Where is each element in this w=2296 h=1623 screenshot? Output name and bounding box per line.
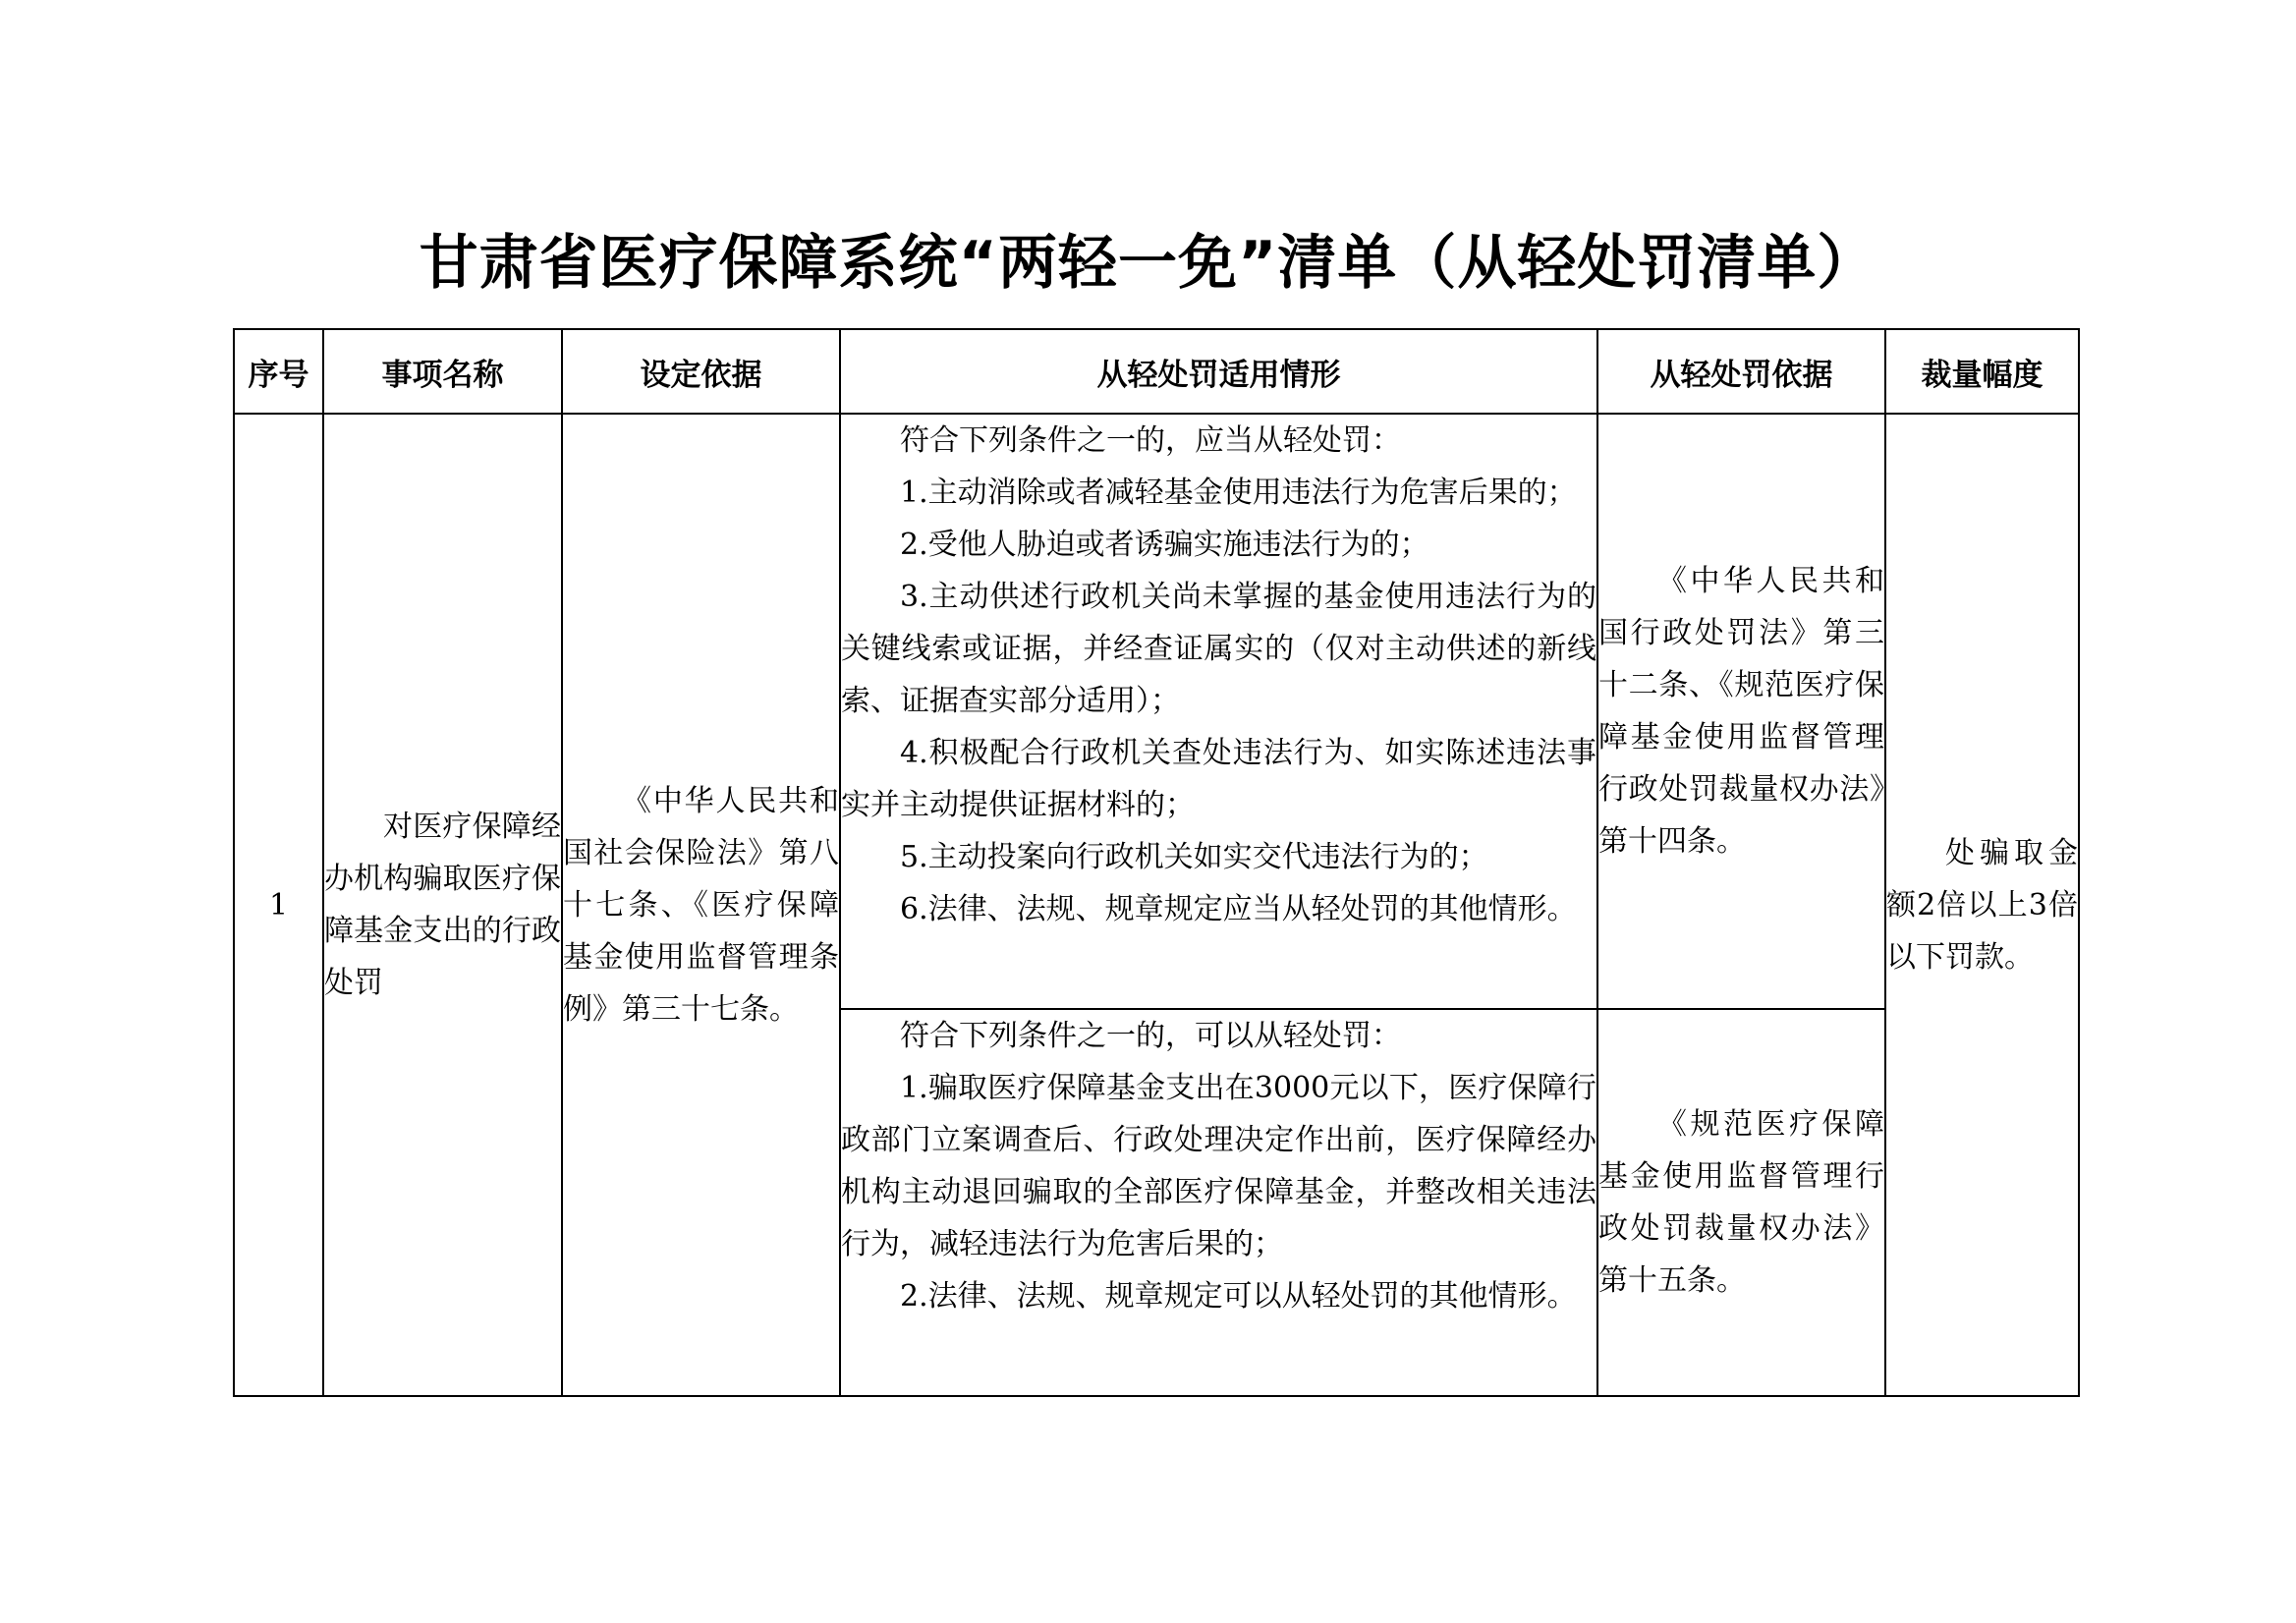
header-range: 裁量幅度 xyxy=(1885,329,2079,414)
penalty-list-table xyxy=(233,328,2080,1397)
situation-item: 3.主动供述行政机关尚未掌握的基金使用违法行为的关键线索或证据，并经查证属实的（仅对主动供述的新线索、证据查实部分适用）； xyxy=(841,580,1596,718)
penalty-basis-text: 《规范医疗保障基金使用监督管理行政处罚裁量权办法》第十五条。 xyxy=(1598,1107,1884,1298)
situation-item: 2.受他人胁迫或者诱骗实施违法行为的； xyxy=(900,528,1429,562)
situation-intro: 符合下列条件之一的，应当从轻处罚： xyxy=(900,423,1401,458)
cell-penalty-basis-optional xyxy=(1597,1009,1885,1396)
legal-basis-text: 《中华人民共和国社会保险法》第八十七条、《医疗保障基金使用监督管理条例》第三十七条。 xyxy=(563,783,839,1027)
cell-situation-optional xyxy=(840,1009,1597,1396)
header-legal-basis: 设定依据 xyxy=(562,329,840,414)
cell-penalty-basis-mandatory xyxy=(1597,414,1885,1009)
item-name-text: 对医疗保障经办机构骗取医疗保障基金支出的行政处罚 xyxy=(324,810,561,1000)
situation-item: 6.法律、法规、规章规定应当从轻处罚的其他情形。 xyxy=(900,892,1577,926)
header-penalty-basis: 从轻处罚依据 xyxy=(1597,329,1885,414)
situation-item: 1.骗取医疗保障基金支出在3000元以下，医疗保障行政部门立案调查后、行政处理决定作出前，医疗保障经办机构主动退回骗取的全部医疗保障基金，并整改相关违法行为，减轻违法行为危害后果的； xyxy=(841,1071,1596,1261)
cell-seq: 1 xyxy=(234,414,323,1396)
cell-legal-basis xyxy=(562,414,840,1396)
cell-range xyxy=(1885,414,2079,1396)
situation-item: 2.法律、法规、规章规定可以从轻处罚的其他情形。 xyxy=(900,1279,1577,1314)
header-seq: 序号 xyxy=(234,329,323,414)
situation-item: 5.主动投案向行政机关如实交代违法行为的； xyxy=(900,840,1488,874)
situation-item: 4.积极配合行政机关查处违法行为、如实陈述违法事实并主动提供证据材料的； xyxy=(841,736,1596,822)
document-title: 甘肃省医疗保障系统“两轻一免”清单（从轻处罚清单） xyxy=(419,229,1877,298)
table-row xyxy=(234,414,2079,1009)
range-text: 处骗取金额2倍以上3倍以下罚款。 xyxy=(1886,835,2078,975)
situation-intro: 符合下列条件之一的，可以从轻处罚： xyxy=(900,1019,1401,1053)
cell-situation-mandatory xyxy=(840,414,1597,1009)
header-situation: 从轻处罚适用情形 xyxy=(840,329,1597,414)
table-header-row xyxy=(234,329,2079,414)
header-item-name: 事项名称 xyxy=(323,329,562,414)
penalty-basis-text: 《中华人民共和国行政处罚法》第三十二条、《规范医疗保障基金使用监督管理行政处罚裁量权办法》第十四条。 xyxy=(1598,564,1884,859)
cell-item-name xyxy=(323,414,562,1396)
situation-item: 1.主动消除或者减轻基金使用违法行为危害后果的； xyxy=(900,476,1577,510)
